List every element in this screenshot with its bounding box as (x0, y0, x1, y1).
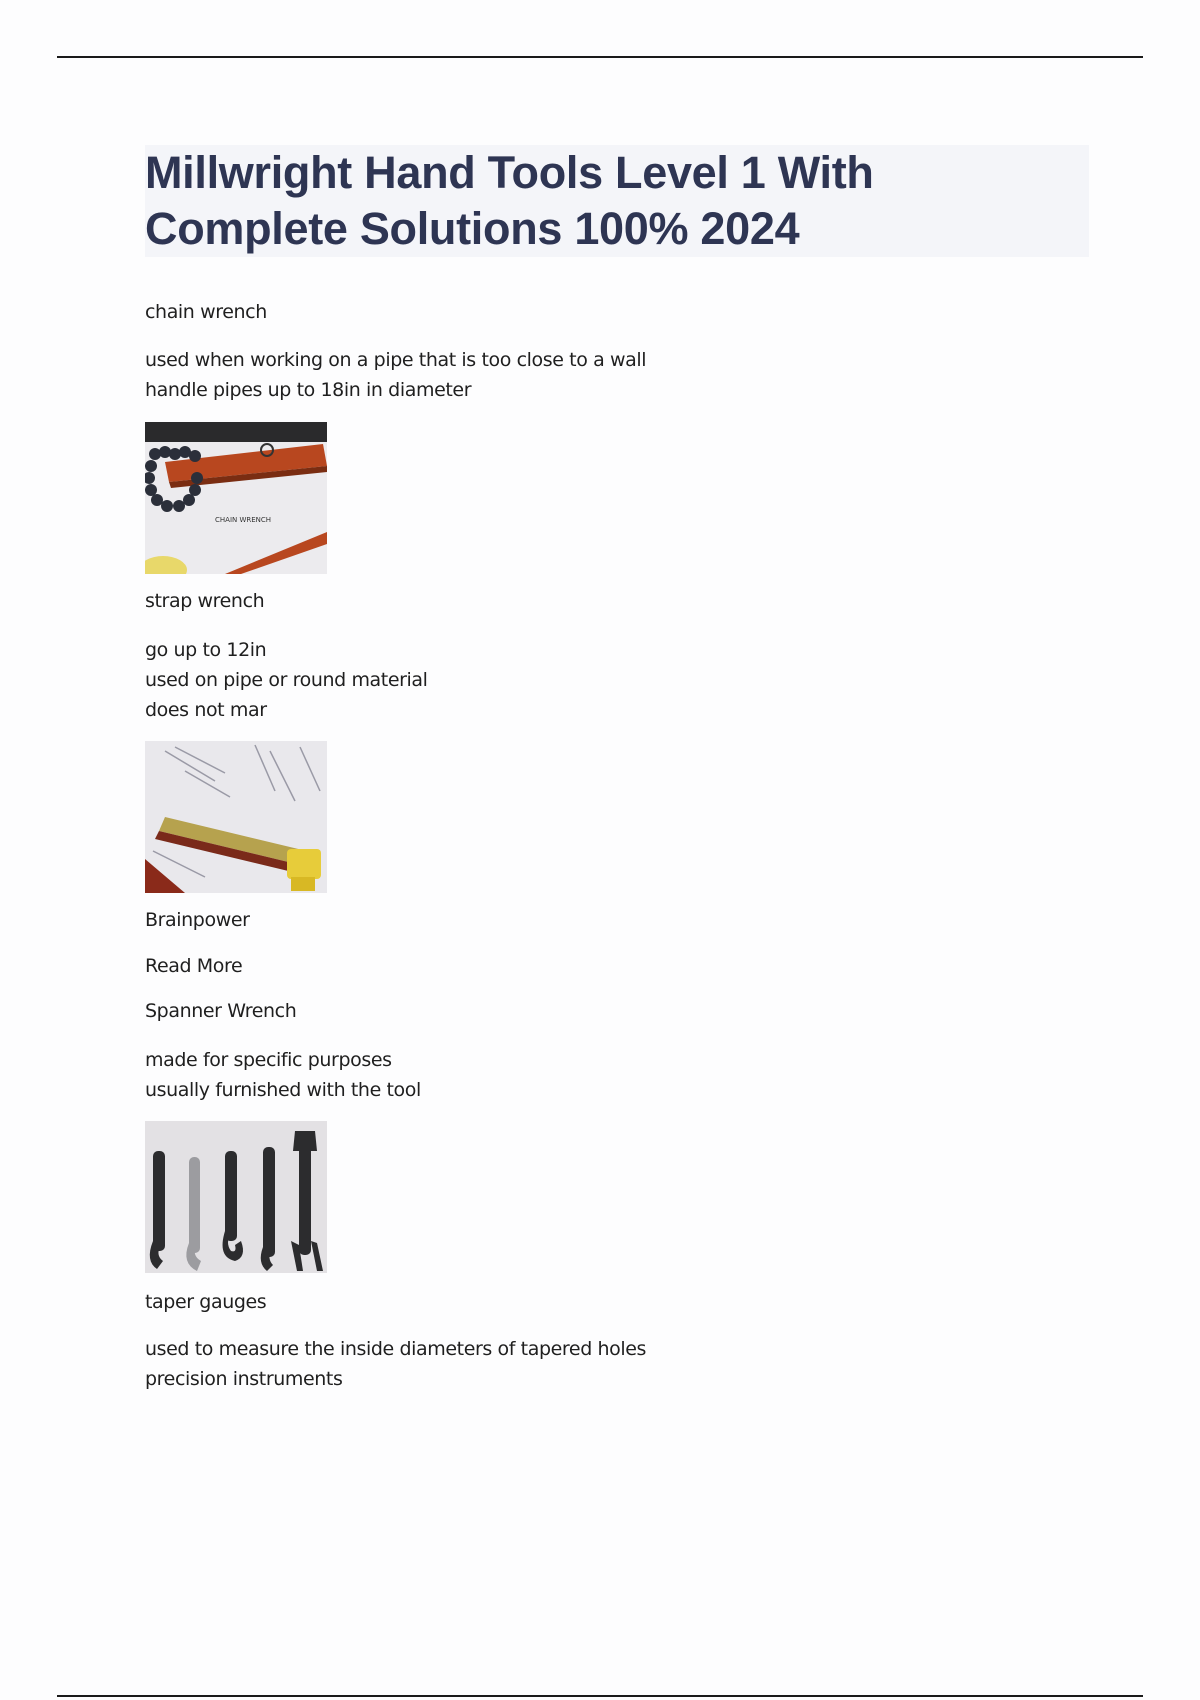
read-more-link[interactable]: Read More (145, 955, 243, 977)
definition-line: used on pipe or round material (145, 669, 428, 691)
strap-wrench-photo (145, 741, 327, 893)
chain-wrench-photo (145, 422, 327, 574)
card-term: strap wrench (145, 590, 265, 612)
card-definition (145, 345, 646, 405)
spanner-wrench-photo (145, 1121, 327, 1273)
card-definition (145, 1334, 646, 1394)
card-term: Spanner Wrench (145, 1000, 297, 1022)
title-block (145, 145, 1089, 257)
definition-line: usually furnished with the tool (145, 1079, 421, 1101)
title-line-2: Complete Solutions 100% 2024 (145, 203, 800, 254)
header-rule (57, 56, 1143, 58)
card-definition (145, 635, 428, 725)
promo-brand: Brainpower (145, 909, 250, 931)
definition-line: does not mar (145, 699, 267, 721)
definition-line: used to measure the inside diameters of tapered holes (145, 1338, 647, 1360)
card-definition (145, 1045, 421, 1105)
definition-line: go up to 12in (145, 639, 267, 661)
card-term: taper gauges (145, 1291, 267, 1313)
definition-line: used when working on a pipe that is too close to a wall (145, 349, 647, 371)
title-line-1: Millwright Hand Tools Level 1 With (145, 147, 874, 198)
chain-wrench-label: CHAIN WRENCH (215, 516, 272, 524)
definition-line: made for specific purposes (145, 1049, 392, 1071)
footer-rule (57, 1695, 1143, 1697)
definition-line: precision instruments (145, 1368, 343, 1390)
card-term: chain wrench (145, 301, 267, 323)
definition-line: handle pipes up to 18in in diameter (145, 379, 472, 401)
document-title (145, 145, 1089, 257)
